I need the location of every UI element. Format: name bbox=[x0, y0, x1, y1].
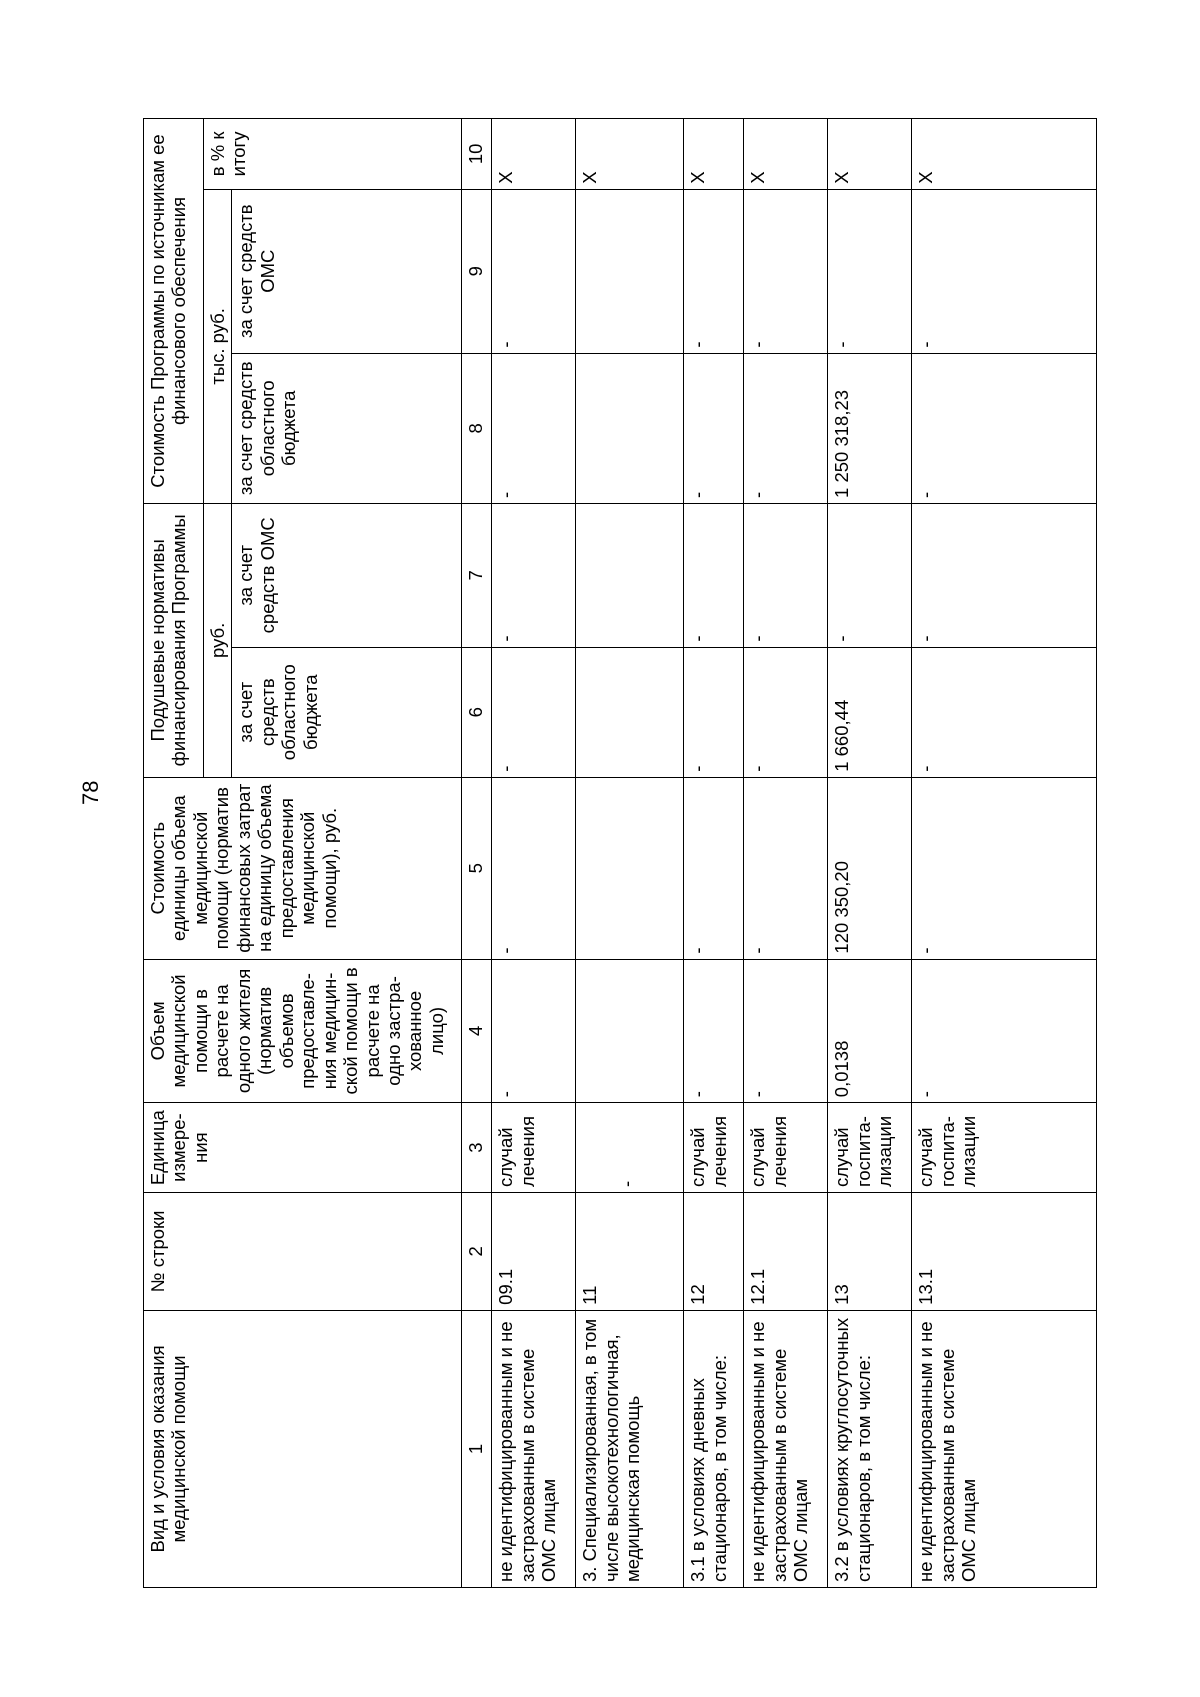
page-number: 78 bbox=[78, 780, 103, 805]
row-kind: не идентифицированным и не застрахованным в системе ОМС лицам bbox=[912, 1310, 1097, 1587]
header-budget-8: за счет средств областного бюджета bbox=[232, 353, 462, 503]
row-budget-cost: - bbox=[492, 353, 576, 503]
row-kind: 3.1 в условиях дневных стационаров, в том числе: bbox=[684, 1310, 744, 1587]
col-number: 2 bbox=[462, 1192, 492, 1310]
row-volume: - bbox=[744, 959, 828, 1103]
row-unit-cost: - bbox=[912, 777, 1097, 959]
row-oms-cost: - bbox=[684, 189, 744, 353]
col-number: 8 bbox=[462, 353, 492, 503]
row-line-no: 12.1 bbox=[744, 1192, 828, 1310]
row-unit-cost: 120 350,20 bbox=[828, 777, 912, 959]
row-budget-cost bbox=[576, 353, 684, 503]
row-budget-normative: 1 660,44 bbox=[828, 647, 912, 777]
row-oms-cost: - bbox=[828, 189, 912, 353]
header-oms-9: за счет средств ОМС bbox=[232, 189, 462, 353]
row-budget-normative: - bbox=[744, 647, 828, 777]
row-line-no: 13 bbox=[828, 1192, 912, 1310]
header-oms-7: за счет средств ОМС bbox=[232, 503, 462, 647]
row-unit-cost: - bbox=[684, 777, 744, 959]
col-number: 3 bbox=[462, 1103, 492, 1193]
col-number: 7 bbox=[462, 503, 492, 647]
row-volume: - bbox=[912, 959, 1097, 1103]
row-volume: - bbox=[684, 959, 744, 1103]
col-number: 4 bbox=[462, 959, 492, 1103]
header-unit-thous-rub: тыс. руб. bbox=[204, 189, 232, 503]
row-kind: не идентифицированным и не застрахованным в системе ОМС лицам bbox=[744, 1310, 828, 1587]
col-number: 6 bbox=[462, 647, 492, 777]
col-number: 5 bbox=[462, 777, 492, 959]
row-unit: случай госпита-лизации bbox=[912, 1103, 1097, 1193]
row-kind: не идентифицированным и не застрахованным в системе ОМС лицам bbox=[492, 1310, 576, 1587]
row-line-no: 12 bbox=[684, 1192, 744, 1310]
row-line-no: 11 bbox=[576, 1192, 684, 1310]
col-number: 9 bbox=[462, 189, 492, 353]
row-oms-cost bbox=[576, 189, 684, 353]
financing-table bbox=[143, 118, 1097, 1588]
row-budget-normative: - bbox=[492, 647, 576, 777]
table-row bbox=[744, 119, 828, 1588]
row-kind: 3. Специализированная, в том числе высокотехнологичная, медицинская помощь bbox=[576, 1310, 684, 1587]
row-oms-cost: - bbox=[492, 189, 576, 353]
row-oms-normative: - bbox=[828, 503, 912, 647]
table-row bbox=[828, 119, 912, 1588]
col-number: 10 bbox=[462, 119, 492, 190]
row-volume: 0,0138 bbox=[828, 959, 912, 1103]
header-percent-total: в % к итогу bbox=[204, 119, 462, 190]
row-percent: Х bbox=[828, 119, 912, 190]
row-budget-normative bbox=[576, 647, 684, 777]
row-volume bbox=[576, 959, 684, 1103]
row-percent: Х bbox=[492, 119, 576, 190]
header-per-capita-normatives: Подушевые нормативы финансирования Программы bbox=[144, 503, 204, 777]
row-unit: случай лечения bbox=[744, 1103, 828, 1193]
row-unit: случай лечения bbox=[492, 1103, 576, 1193]
row-percent: Х bbox=[744, 119, 828, 190]
table-row bbox=[576, 119, 684, 1588]
col-number: 1 bbox=[462, 1310, 492, 1587]
row-oms-normative bbox=[576, 503, 684, 647]
row-unit-cost: - bbox=[744, 777, 828, 959]
table-row bbox=[912, 119, 1097, 1588]
row-budget-normative: - bbox=[912, 647, 1097, 777]
column-number-row bbox=[462, 119, 492, 1588]
row-budget-cost: - bbox=[912, 353, 1097, 503]
row-budget-cost: - bbox=[684, 353, 744, 503]
row-budget-cost: - bbox=[744, 353, 828, 503]
header-budget-6: за счет средств областного бюджета bbox=[232, 647, 462, 777]
row-percent: Х bbox=[684, 119, 744, 190]
rotated-table-container bbox=[143, 118, 1097, 1588]
header-unit-cost: Стоимость единицы объема медицинской помощи (норматив финансовых затрат на единицу объема предоставления медицинской помощи), руб. bbox=[144, 777, 462, 959]
row-unit: случай лечения bbox=[684, 1103, 744, 1193]
row-kind: 3.2 в условиях круглосуточных стационаров, в том числе: bbox=[828, 1310, 912, 1587]
row-oms-cost: - bbox=[744, 189, 828, 353]
table-row bbox=[684, 119, 744, 1588]
row-unit-cost: - bbox=[492, 777, 576, 959]
row-oms-cost: - bbox=[912, 189, 1097, 353]
table-row bbox=[492, 119, 576, 1588]
row-oms-normative: - bbox=[684, 503, 744, 647]
row-oms-normative: - bbox=[912, 503, 1097, 647]
row-oms-normative: - bbox=[744, 503, 828, 647]
header-unit: Единица измере-ния bbox=[144, 1103, 462, 1193]
row-unit: случай госпита-лизации bbox=[828, 1103, 912, 1193]
row-line-no: 13.1 bbox=[912, 1192, 1097, 1310]
row-line-no: 09.1 bbox=[492, 1192, 576, 1310]
row-unit-cost bbox=[576, 777, 684, 959]
row-budget-cost: 1 250 318,23 bbox=[828, 353, 912, 503]
row-unit: - bbox=[576, 1103, 684, 1193]
row-budget-normative: - bbox=[684, 647, 744, 777]
header-volume: Объем медицинской помощи в расчете на одного жителя (норматив объемов предоставле-ния медицин-ской помощи в расчете на одно застра-хованное лицо) bbox=[144, 959, 462, 1103]
row-percent: Х bbox=[576, 119, 684, 190]
header-unit-rub: руб. bbox=[204, 503, 232, 777]
row-volume: - bbox=[492, 959, 576, 1103]
header-program-cost: Стоимость Программы по источникам ее финансового обеспечения bbox=[144, 119, 204, 504]
row-percent: Х bbox=[912, 119, 1097, 190]
header-line-no: № строки bbox=[144, 1192, 462, 1310]
header-kind: Вид и условия оказания медицинской помощи bbox=[144, 1310, 462, 1587]
row-oms-normative: - bbox=[492, 503, 576, 647]
